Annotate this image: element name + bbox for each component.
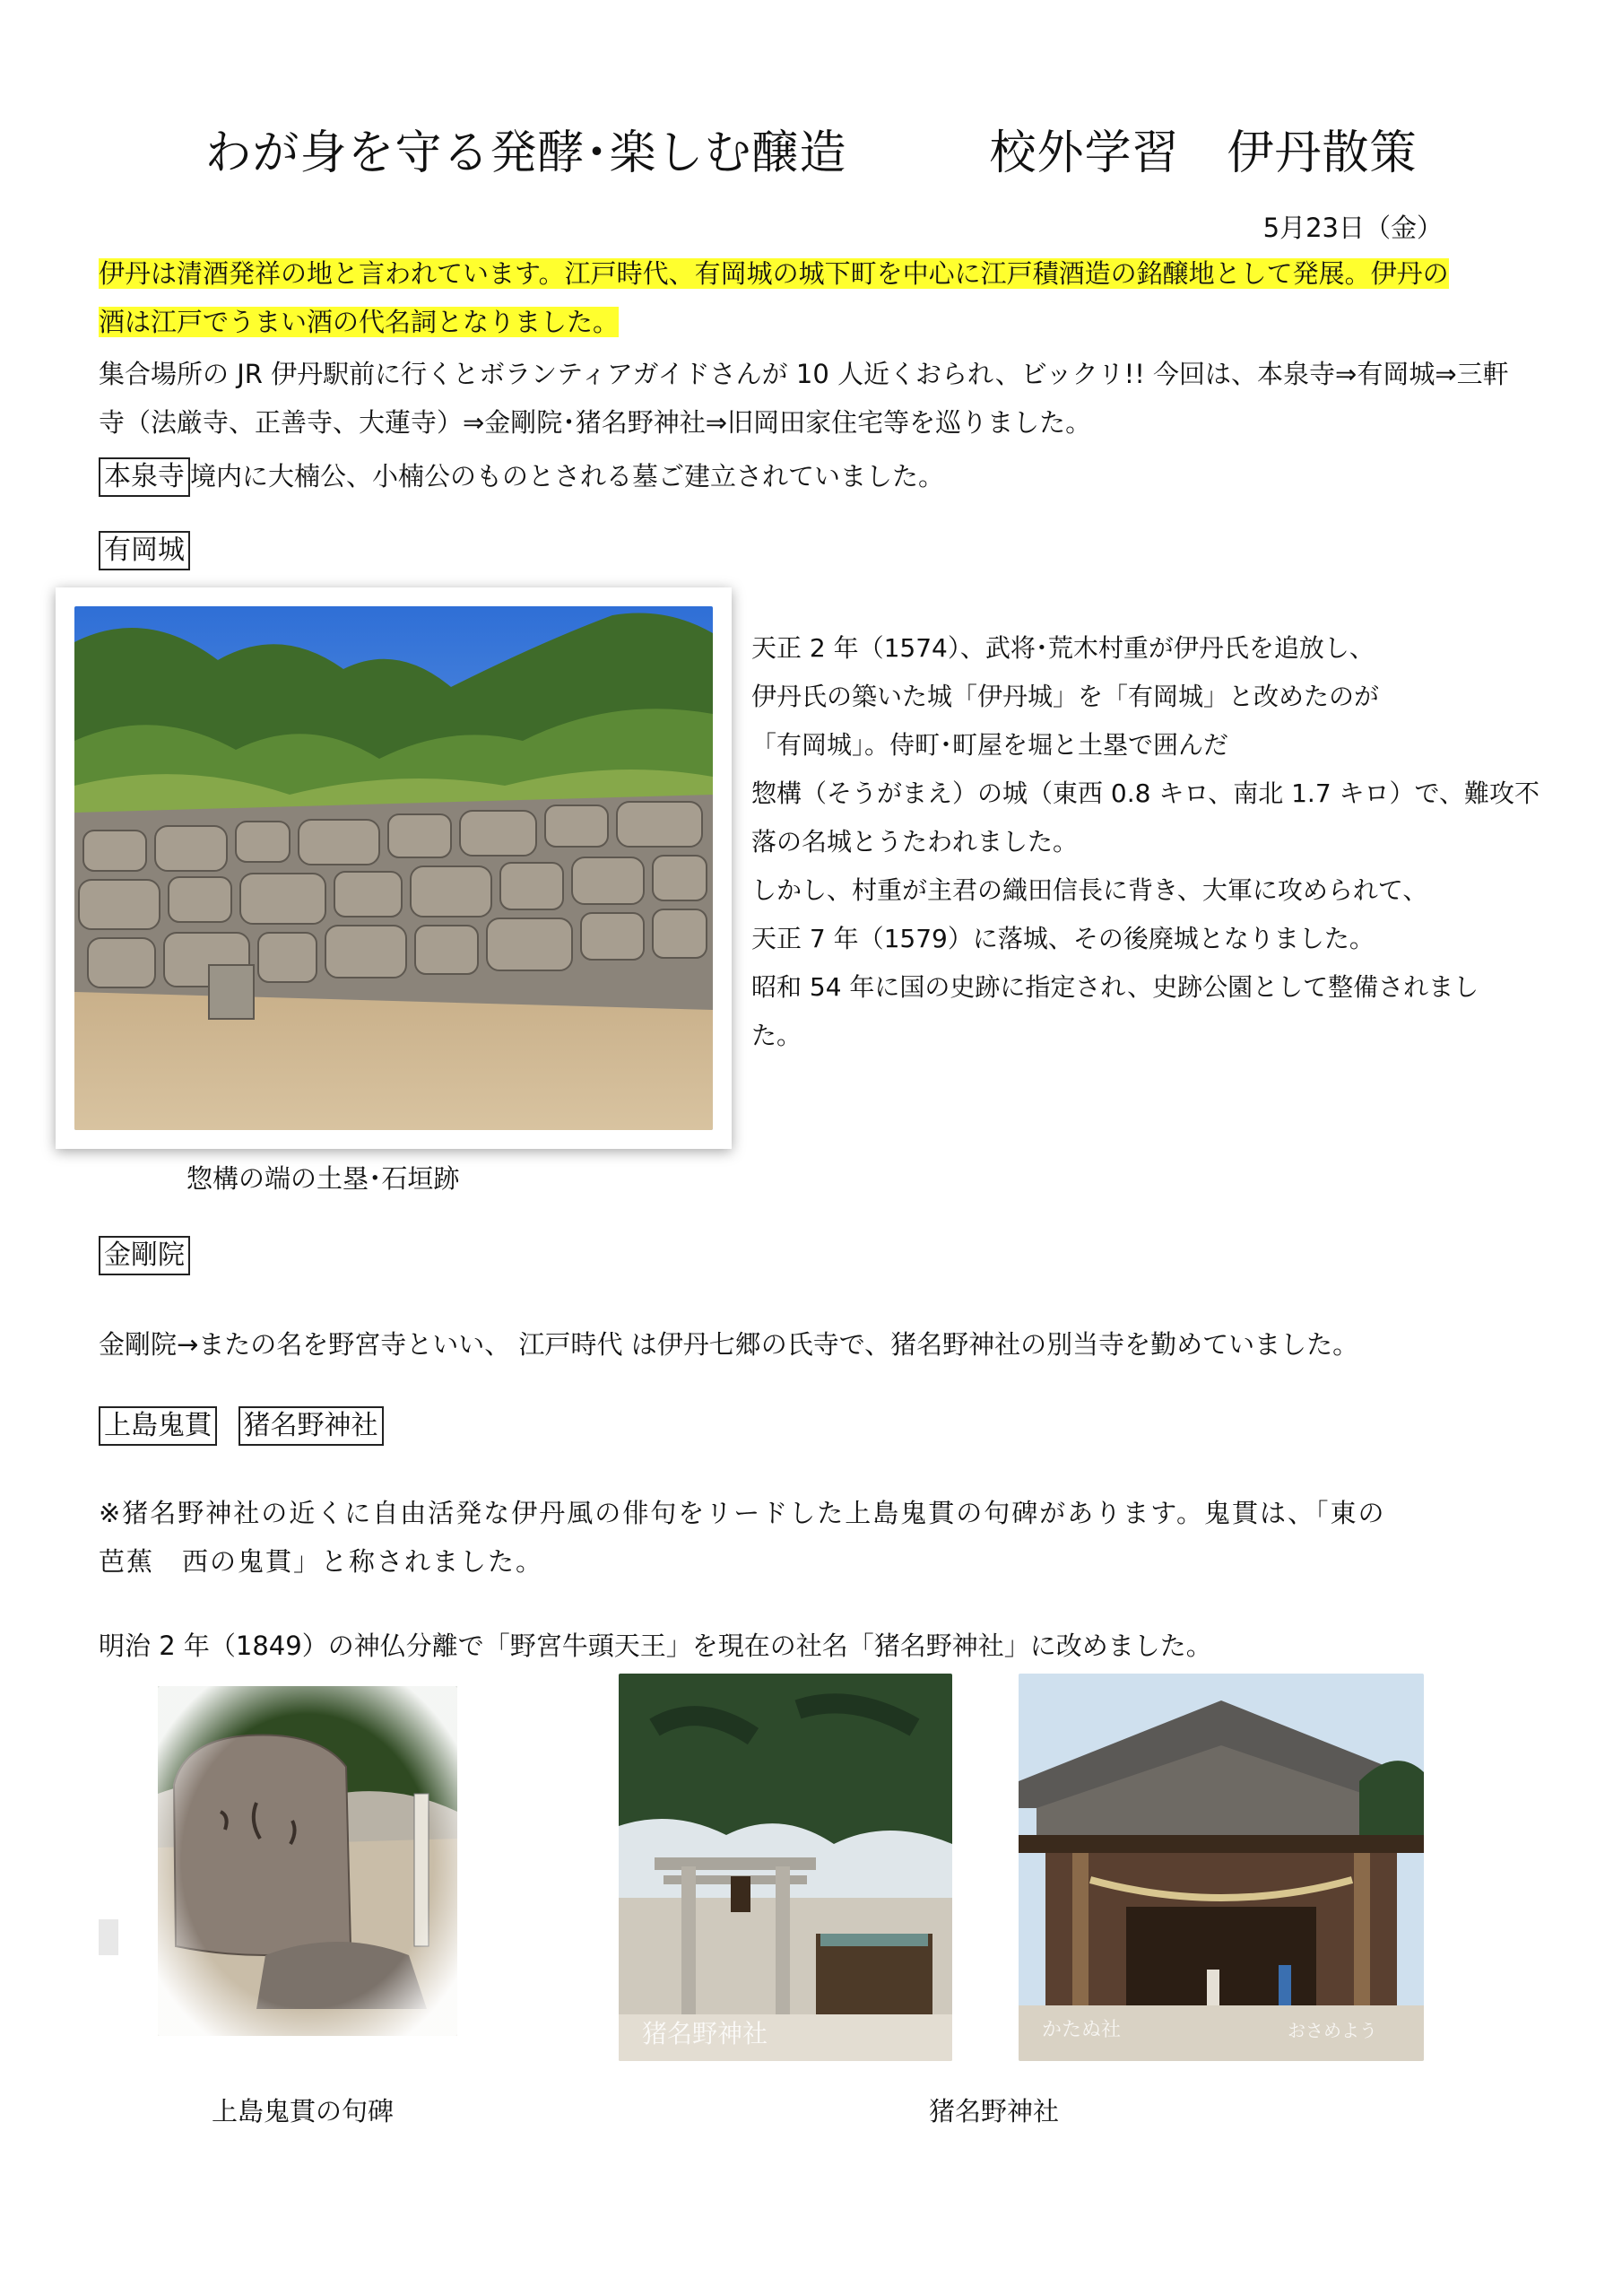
honsenji-text: 境内に大楠公、小楠公のものとされる墓ご建立されていました。 <box>190 461 945 491</box>
inano-hall-photo <box>1019 1674 1424 2061</box>
shrine-caption: 猪名野神社 <box>929 2096 1060 2126</box>
hall-overlay-text-left: かたぬ社 <box>1042 2019 1122 2041</box>
inano-torii-photo <box>619 1674 952 2061</box>
arioka-line: 天正 7 年（1579）に落城、その後廃城となりました。 <box>751 924 1375 953</box>
arioka-line: た。 <box>751 1021 802 1050</box>
monument-caption: 上島鬼貫の句碑 <box>212 2096 395 2126</box>
page-title: わが身を守る発酵･楽しむ醸造 校外学習 伊丹散策 <box>204 126 1418 180</box>
intro-line1: 集合場所の JR 伊丹駅前に行くとボランティアガイドさんが 10 人近くおられ、ビックリ!! 今回は、本泉寺⇒有岡城⇒三軒 <box>99 359 1509 389</box>
intro-paragraph <box>99 350 1551 447</box>
arioka-line: しかし、村重が主君の織田信長に背き、大軍に攻められて、 <box>751 875 1428 905</box>
inano-shrine-label: 猪名野神社 <box>239 1406 384 1446</box>
date: 5月23日（金） <box>1262 213 1443 243</box>
meiji-text: 明治 2 年（1849）の神仏分離で「野宮牛頭天王」を現在の社名「猪名野神社」に改めました。 <box>99 1631 1212 1661</box>
arioka-line: 天正 2 年（1574）、武将･荒木村重が伊丹氏を追放し、 <box>751 633 1375 663</box>
castle-stone-wall-photo <box>74 606 713 1130</box>
intro-highlight-line2: 酒は江戸でうまい酒の代名詞となりました。 <box>99 307 620 337</box>
arioka-description <box>751 624 1558 1060</box>
arioka-label: 有岡城 <box>99 531 190 570</box>
arioka-line: 伊丹氏の築いた城「伊丹城」を「有岡城」と改めたのが <box>751 682 1380 711</box>
onitsura-note-line1: ※猪名野神社の近くに自由活発な伊丹風の俳句をリードした上島鬼貫の句碑があります。鬼貫は、「東の <box>99 1498 1386 1528</box>
arioka-line: 惣構（そうがまえ）の城（東西 0.8 キロ、南北 1.7 キロ）で、難攻不 <box>751 778 1540 808</box>
castle-photo-frame <box>56 587 732 1149</box>
castle-caption: 惣構の端の土塁･石垣跡 <box>186 1163 460 1194</box>
arioka-line: 「有岡城」。侍町･町屋を堀と土塁で囲んだ <box>751 730 1229 760</box>
onitsura-monument-photo <box>158 1686 457 2036</box>
onitsura-note-line2: 芭蕉 西の鬼貫」と称されました。 <box>99 1546 544 1577</box>
honsenji-label: 本泉寺 <box>99 457 190 497</box>
intro-highlight-line1: 伊丹は清酒発祥の地と言われています。江戸時代、有岡城の城下町を中心に江戸積酒造の銘醸地として発展。伊丹の <box>99 258 1449 289</box>
onitsura-label: 上島鬼貫 <box>99 1406 217 1446</box>
hall-overlay-text-right: おさめよう <box>1288 2020 1377 2041</box>
arioka-line: 昭和 54 年に国の史跡に指定され、史跡公園として整備されまし <box>751 972 1479 1002</box>
arioka-line: 落の名城とうたわれました。 <box>751 827 1079 857</box>
onitsura-note <box>99 1489 1551 1586</box>
honsenji-section <box>99 452 1551 500</box>
small-marker <box>99 1919 118 1955</box>
torii-overlay-text: 猪名野神社 <box>642 2019 768 2048</box>
kongoin-label: 金剛院 <box>99 1236 190 1275</box>
kongoin-text: 金剛院→またの名を野宮寺といい、 江戸時代 は伊丹七郷の氏寺で、猪名野神社の別当寺を勤めていました。 <box>99 1329 1359 1360</box>
intro-highlight <box>99 249 1551 346</box>
intro-line2: 寺（法厳寺、正善寺、大蓮寺）⇒金剛院･猪名野神社⇒旧岡田家住宅等を巡りました。 <box>99 407 1092 438</box>
